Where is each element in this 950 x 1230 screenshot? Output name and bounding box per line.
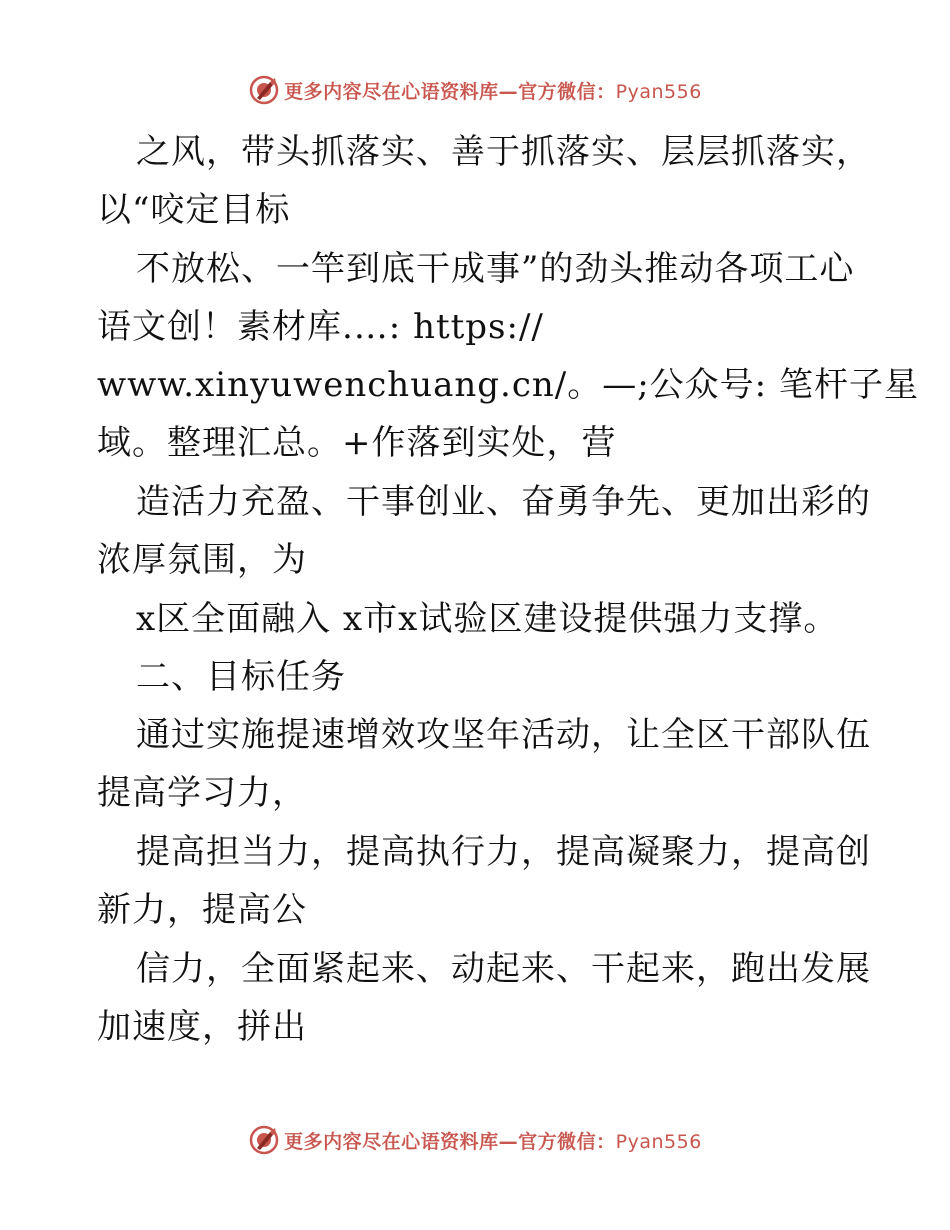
- text-line: 提高担当力，提高执行力，提高凝聚力，提高创: [136, 832, 871, 872]
- text-line: 造活力充盈、干事创业、奋勇争先、更加出彩的: [136, 482, 871, 522]
- text-line: 不放松、一竿到底干成事”的劲头推动各项工心: [136, 249, 855, 289]
- text-line: 新力，提高公: [97, 890, 307, 930]
- footer-watermark-banner: [0, 1122, 950, 1158]
- text-line: x区全面融入 x市x试验区建设提供强力支撑。: [136, 599, 839, 639]
- text-line: 语文创！素材库.…: https://: [97, 307, 544, 347]
- text-line: www.xinyuwenchuang.cn/。—;公众号: 笔杆子星: [97, 365, 919, 405]
- text-line: 以“咬定目标: [97, 190, 291, 230]
- text-line: 域。整理汇总。+作落到实处，营: [97, 423, 617, 463]
- text-line: 信力，全面紧起来、动起来、干起来，跑出发展: [136, 949, 871, 989]
- text-line: 浓厚氛围，为: [97, 540, 307, 580]
- text-line: 通过实施提速增效攻坚年活动，让全区干部队伍: [136, 715, 871, 755]
- footer-watermark-text: 更多内容尽在心语资料库—官方微信：Pyan556: [284, 1130, 702, 1153]
- pen-nib-logo-icon: [248, 1124, 280, 1156]
- text-line: 加速度，拼出: [97, 1007, 307, 1047]
- header-watermark-text: 更多内容尽在心语资料库—官方微信：Pyan556: [284, 80, 702, 103]
- text-line: 之风，带头抓落实、善于抓落实、层层抓落实，: [136, 132, 871, 172]
- section-heading: 二、目标任务: [136, 657, 346, 697]
- header-watermark-banner: [0, 72, 950, 108]
- pen-nib-logo-icon: [248, 74, 280, 106]
- text-line: 提高学习力，: [97, 773, 307, 813]
